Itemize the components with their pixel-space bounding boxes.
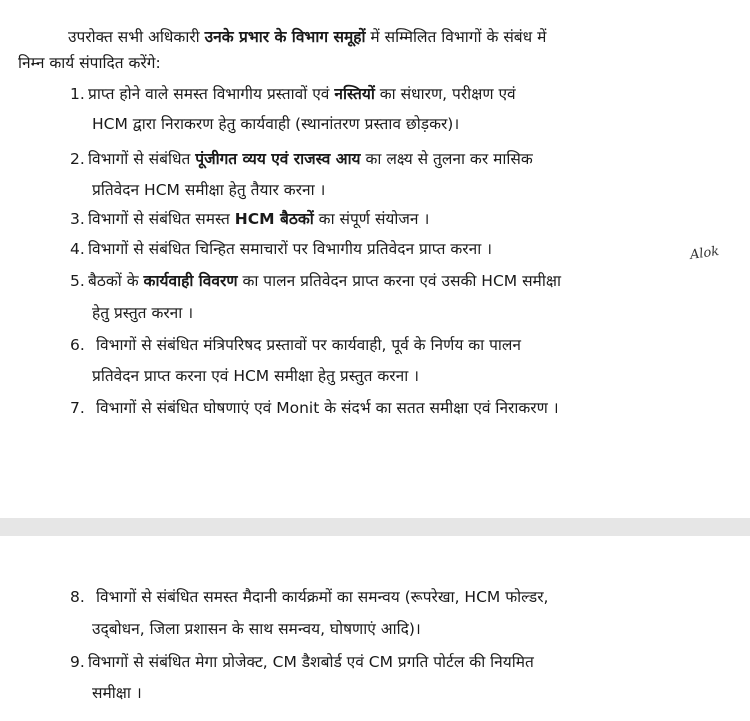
item-line bbox=[88, 270, 561, 292]
item-line-2: हेतु प्रस्तुत करना । bbox=[92, 304, 194, 322]
page-break bbox=[0, 518, 750, 536]
intro-line-1 bbox=[68, 26, 546, 48]
item-line-2: प्रतिवेदन प्राप्त करना एवं HCM समीक्षा हेतु प्रस्तुत करना । bbox=[92, 367, 420, 385]
item-text: का संपूर्ण संयोजन । bbox=[313, 210, 430, 228]
handwritten-signature: Alok bbox=[689, 244, 721, 263]
item-number: 2. bbox=[70, 150, 85, 168]
item-line: विभागों से संबंधित चिन्हित समाचारों पर विभागीय प्रतिवेदन प्राप्त करना । bbox=[88, 240, 493, 258]
intro-text-end: में सम्मिलित विभागों के संबंध में bbox=[365, 28, 547, 46]
intro-text: उपरोक्त सभी अधिकारी bbox=[68, 28, 205, 46]
document-page-bottom bbox=[0, 536, 750, 721]
item-number: 8. bbox=[70, 588, 85, 606]
item-line: विभागों से संबंधित समस्त मैदानी कार्यक्रमों का समन्वय (रूपरेखा, HCM फोल्डर, bbox=[96, 588, 549, 606]
item-bold-text: नस्तियों bbox=[334, 85, 375, 103]
item-number: 7. bbox=[70, 399, 85, 417]
item-text: प्राप्त होने वाले समस्त विभागीय प्रस्तावों एवं bbox=[88, 85, 335, 103]
item-text: का संधारण, परीक्षण एवं bbox=[374, 85, 516, 103]
item-text: का लक्ष्य से तुलना कर मासिक bbox=[360, 150, 533, 168]
item-line: विभागों से संबंधित मेगा प्रोजेक्ट, CM डैशबोर्ड एवं CM प्रगति पोर्टल की नियमित bbox=[88, 653, 534, 671]
item-text: विभागों से संबंधित समस्त bbox=[88, 210, 235, 228]
item-line bbox=[88, 148, 533, 170]
item-text: बैठकों के bbox=[88, 272, 144, 290]
item-bold-text: पूंजीगत व्यय एवं राजस्व आय bbox=[195, 150, 361, 168]
item-line-2: उद्‌बोधन, जिला प्रशासन के साथ समन्वय, घोषणाएं आदि)। bbox=[92, 620, 421, 638]
item-line: विभागों से संबंधित घोषणाएं एवं Monit के संदर्भ का सतत समीक्षा एवं निराकरण । bbox=[96, 399, 559, 417]
item-line bbox=[88, 208, 429, 230]
item-line-2: प्रतिवेदन HCM समीक्षा हेतु तैयार करना । bbox=[92, 181, 326, 199]
item-number: 9. bbox=[70, 653, 85, 671]
item-line: विभागों से संबंधित मंत्रिपरिषद प्रस्तावों पर कार्यवाही, पूर्व के निर्णय का पालन bbox=[96, 336, 522, 354]
item-text: विभागों से संबंधित bbox=[88, 150, 196, 168]
item-line-2: HCM द्वारा निराकरण हेतु कार्यवाही (स्थानांतरण प्रस्ताव छोड़कर)। bbox=[92, 115, 460, 133]
item-number: 6. bbox=[70, 336, 85, 354]
intro-line-2: निम्न कार्य संपादित करेंगे: bbox=[18, 54, 161, 72]
item-bold-text: HCM बैठकों bbox=[234, 210, 314, 228]
intro-bold-text: उनके प्रभार के विभाग समूहों bbox=[204, 28, 366, 46]
item-number: 5. bbox=[70, 272, 85, 290]
item-number: 3. bbox=[70, 210, 85, 228]
item-number: 1. bbox=[70, 85, 85, 103]
item-line-2: समीक्षा । bbox=[92, 684, 142, 702]
item-bold-text: कार्यवाही विवरण bbox=[143, 272, 238, 290]
item-text: का पालन प्रतिवेदन प्राप्त करना एवं उसकी HCM समीक्षा bbox=[237, 272, 561, 290]
item-line bbox=[88, 83, 516, 105]
item-number: 4. bbox=[70, 240, 85, 258]
